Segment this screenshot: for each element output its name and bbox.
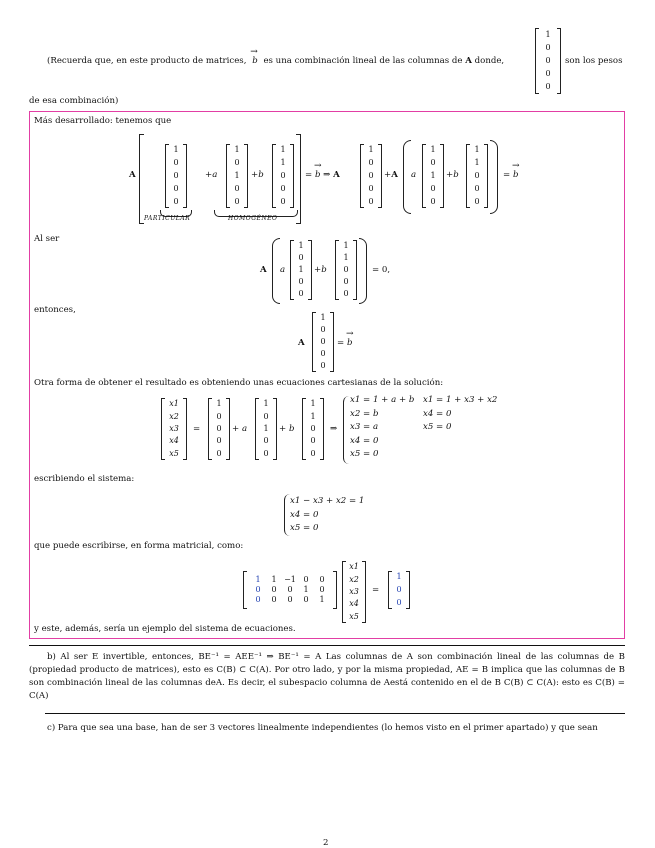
brace-param <box>343 396 349 464</box>
matrix-A-2: A <box>260 265 267 275</box>
big-bracket-right <box>296 134 301 224</box>
lparen-2 <box>272 238 280 304</box>
weights-vector: 1 0 0 0 0 <box>535 28 561 94</box>
homog-vector-2d: 1 1 0 0 0 <box>302 398 324 460</box>
homog-vector-2c: 1 1 0 0 0 <box>335 240 357 300</box>
puede: que puede escribirse, en forma matricial, como: <box>34 541 244 551</box>
cart-system: x1 = 1 + x3 + x2 x4 = 0 x5 = 0 <box>423 395 498 432</box>
plus-b-3: +b <box>314 265 327 275</box>
eq1-rhs: = → b ⇒ A <box>305 161 340 180</box>
plus-a-4: + a <box>232 424 248 434</box>
param-system: x1 = 1 + a + b x2 = b x3 = a x4 = 0 x5 = 0 <box>350 395 415 459</box>
particular-vector-3: 1 0 0 0 0 <box>312 312 334 372</box>
homog-vector-2b: 1 1 0 0 0 <box>466 144 488 208</box>
particular-label: PARTICULAR <box>144 215 191 222</box>
plus-a-1: +a <box>205 170 218 180</box>
coef-matrix: 1 1 −1 0 0 0 0 0 1 0 0 0 0 0 1 <box>243 571 337 609</box>
plus-b-4: + b <box>279 424 295 434</box>
rparen-2 <box>359 238 367 304</box>
page-number: 2 <box>323 838 329 848</box>
eq-sign: = <box>193 424 201 434</box>
escribiendo: escribiendo el sistema: <box>34 474 135 484</box>
homog-vector-1c: 1 0 1 0 0 <box>290 240 312 300</box>
eq1-end: = → b <box>503 161 520 180</box>
al-ser: Al ser <box>34 234 60 244</box>
intro-line1-end: son los pesos <box>565 56 623 66</box>
rhs-vector: 1 0 0 <box>388 571 410 609</box>
big-bracket-left <box>139 134 144 224</box>
particular-vector: 1 0 0 0 0 <box>165 144 187 208</box>
eq-b-3: = → b <box>337 329 354 348</box>
x-vector-2: x1 x2 x3 x4 x5 <box>342 561 366 623</box>
eq-sign-2: = <box>372 585 380 595</box>
part-b-text: b) Al ser E invertible, entonces, BE⁻¹ = AEE⁻¹ ⇒ BE⁻¹ = A Las columnas de A son combinación lineal de las columnas de B (propiedad producto de matrices), esto es C(B) ⊂ C(A). Por otro lado, y por la misma propiedad, AE = B implica que las columnas de B son combinación lineal de las columnas deA. Es decir, el subespacio columna de Aestá contenido en el de B C(B) ⊂ C(A): esto es C(B) = C(A) <box>29 652 625 701</box>
matrix-A-1: A <box>129 170 136 180</box>
ejemplo: y este, además, sería un ejemplo del sistema de ecuaciones. <box>34 624 296 634</box>
plus-b-1: +b <box>251 170 264 180</box>
otra-forma: Otra forma de obtener el resultado es obteniendo unas ecuaciones cartesianas de la solución: <box>34 378 444 388</box>
coef-a-2: a <box>411 170 417 180</box>
particular-vector-2: 1 0 0 0 0 <box>360 144 382 208</box>
rparen-1 <box>490 140 498 214</box>
entonces: entonces, <box>34 305 76 315</box>
rule-top-c <box>45 713 625 714</box>
intro-line1: (Recuerda que, en este producto de matrices, → b es una combinación lineal de las columnas de A donde, <box>47 47 505 66</box>
matrix-A-3: A <box>298 338 305 348</box>
plus-A: +A <box>384 170 398 180</box>
homogeneo-label: HOMOGÉNEO <box>228 215 278 222</box>
x-vector: x1 x2 x3 x4 x5 <box>161 398 187 460</box>
rule-top-b <box>29 645 625 646</box>
system: x1 − x3 + x2 = 1 x4 = 0 x5 = 0 <box>290 496 365 533</box>
part-c-text: c) Para que sea una base, han de ser 3 vectores linealmente independientes (lo hemos visto en el primer apartado) y que sean <box>47 723 598 733</box>
development-box <box>29 111 625 639</box>
intro-line2: de esa combinación) <box>29 96 119 106</box>
homog-vector-2: 1 1 0 0 0 <box>272 144 294 208</box>
homog-vector-1b: 1 0 1 0 0 <box>422 144 444 208</box>
homog-vector-1: 1 0 1 0 0 <box>226 144 248 208</box>
vector-b: → b <box>250 47 258 66</box>
lparen-1 <box>403 140 411 214</box>
eq-zero: = 0, <box>372 265 391 275</box>
plus-b-2: +b <box>446 170 459 180</box>
coef-a-3: a <box>280 265 286 275</box>
implies-1: ⇒ <box>330 424 338 434</box>
particular-vector-4: 1 0 0 0 0 <box>208 398 230 460</box>
homog-vector-1d: 1 0 1 0 0 <box>255 398 277 460</box>
box-lead: Más desarrollado: tenemos que <box>34 116 172 126</box>
